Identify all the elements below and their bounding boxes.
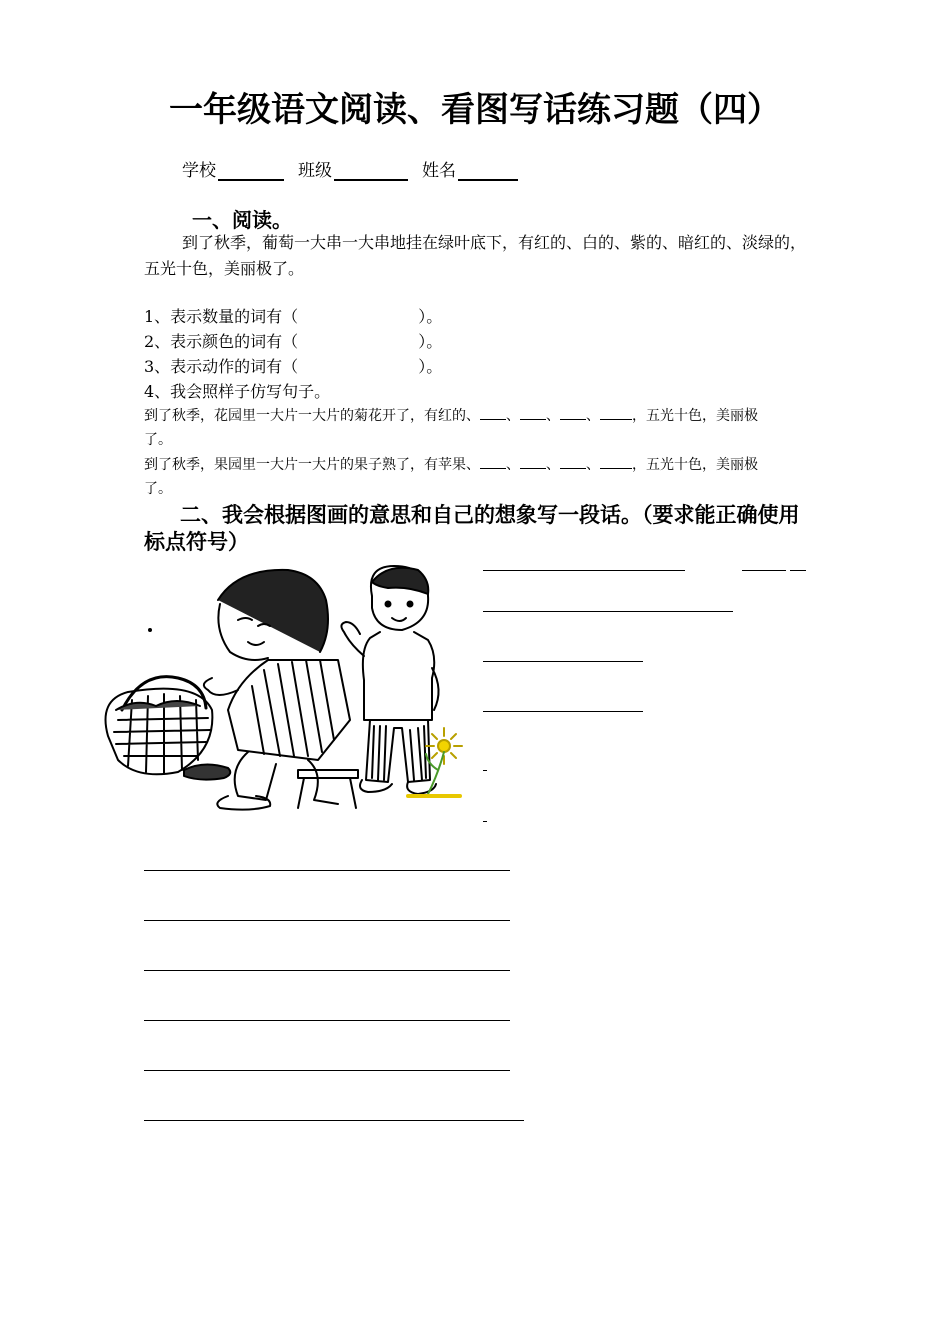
question-2-text: 2、表示颜色的词有（ bbox=[144, 332, 299, 351]
mimic-1-blank-3[interactable] bbox=[560, 407, 586, 420]
answer-line[interactable] bbox=[144, 870, 510, 871]
question-3 bbox=[144, 354, 442, 377]
mimic-2-tail: 了。 bbox=[144, 481, 172, 497]
answer-line[interactable] bbox=[144, 1070, 510, 1071]
mimic-2-start: 到了秋季，果园里一大片一大片的果子熟了，有苹果、 bbox=[144, 457, 480, 473]
question-2 bbox=[144, 329, 442, 352]
mimic-2-blank-2[interactable] bbox=[520, 456, 546, 469]
question-4: 4、我会照样子仿写句子。 bbox=[144, 382, 331, 401]
mimic-1-end: ，五光十色，美丽极 bbox=[632, 408, 758, 424]
answer-line[interactable] bbox=[483, 570, 685, 571]
mimic-sentence-1: 到了秋季，花园里一大片一大片的菊花开了，有红的、 、 、 、 ，五光十色，美丽极 了。 bbox=[144, 408, 758, 448]
grandpa-and-child-illustration bbox=[88, 560, 476, 818]
answer-line[interactable] bbox=[144, 970, 510, 971]
name-blank[interactable] bbox=[458, 163, 518, 181]
class-blank[interactable] bbox=[334, 163, 408, 181]
question-1 bbox=[144, 304, 442, 327]
question-3-text: 3、表示动作的词有（ bbox=[144, 357, 299, 376]
answer-line[interactable] bbox=[742, 570, 786, 571]
mimic-2-blank-1[interactable] bbox=[480, 456, 506, 469]
mimic-1-tail: 了。 bbox=[144, 432, 172, 448]
school-label: 学校 bbox=[182, 161, 216, 181]
mimic-2-end: ，五光十色，美丽极 bbox=[632, 457, 758, 473]
answer-line[interactable] bbox=[144, 1020, 510, 1021]
class-label: 班级 bbox=[298, 161, 332, 181]
mimic-2-blank-3[interactable] bbox=[560, 456, 586, 469]
question-1-close: ）。 bbox=[418, 307, 443, 326]
mimic-2-blank-4[interactable] bbox=[600, 456, 632, 469]
mimic-1-blank-1[interactable] bbox=[480, 407, 506, 420]
question-2-close: ）。 bbox=[418, 332, 443, 351]
answer-line[interactable] bbox=[790, 570, 806, 571]
answer-line-mark bbox=[483, 821, 487, 822]
mimic-1-start: 到了秋季，花园里一大片一大片的菊花开了，有红的、 bbox=[144, 408, 480, 424]
page-title: 一年级语文阅读、看图写话练习题（四） bbox=[169, 90, 781, 130]
reading-passage: 到了秋季，葡萄一大串一大串地挂在绿叶底下，有红的、白的、紫的、暗红的、淡绿的，五光十色，美丽极了。 bbox=[144, 233, 807, 278]
question-1-text: 1、表示数量的词有（ bbox=[144, 307, 299, 326]
answer-line-mark bbox=[483, 770, 487, 771]
mimic-1-blank-2[interactable] bbox=[520, 407, 546, 420]
answer-line[interactable] bbox=[483, 611, 733, 612]
answer-line[interactable] bbox=[144, 1120, 524, 1121]
section2-heading: 二、我会根据图画的意思和自己的想象写一段话。（要求能正确使用标点符号） bbox=[144, 503, 800, 554]
mimic-1-blank-4[interactable] bbox=[600, 407, 632, 420]
school-blank[interactable] bbox=[218, 163, 284, 181]
question-3-close: ）。 bbox=[418, 357, 443, 376]
answer-line[interactable] bbox=[483, 661, 643, 662]
answer-line[interactable] bbox=[483, 711, 643, 712]
student-info-row bbox=[182, 156, 532, 181]
section1-heading: 一、阅读。 bbox=[192, 208, 292, 232]
mimic-sentence-2: 到了秋季，果园里一大片一大片的果子熟了，有苹果、 、 、 、 ，五光十色，美丽极 了。 bbox=[144, 457, 758, 497]
answer-line[interactable] bbox=[144, 920, 510, 921]
name-label: 姓名 bbox=[422, 161, 456, 181]
